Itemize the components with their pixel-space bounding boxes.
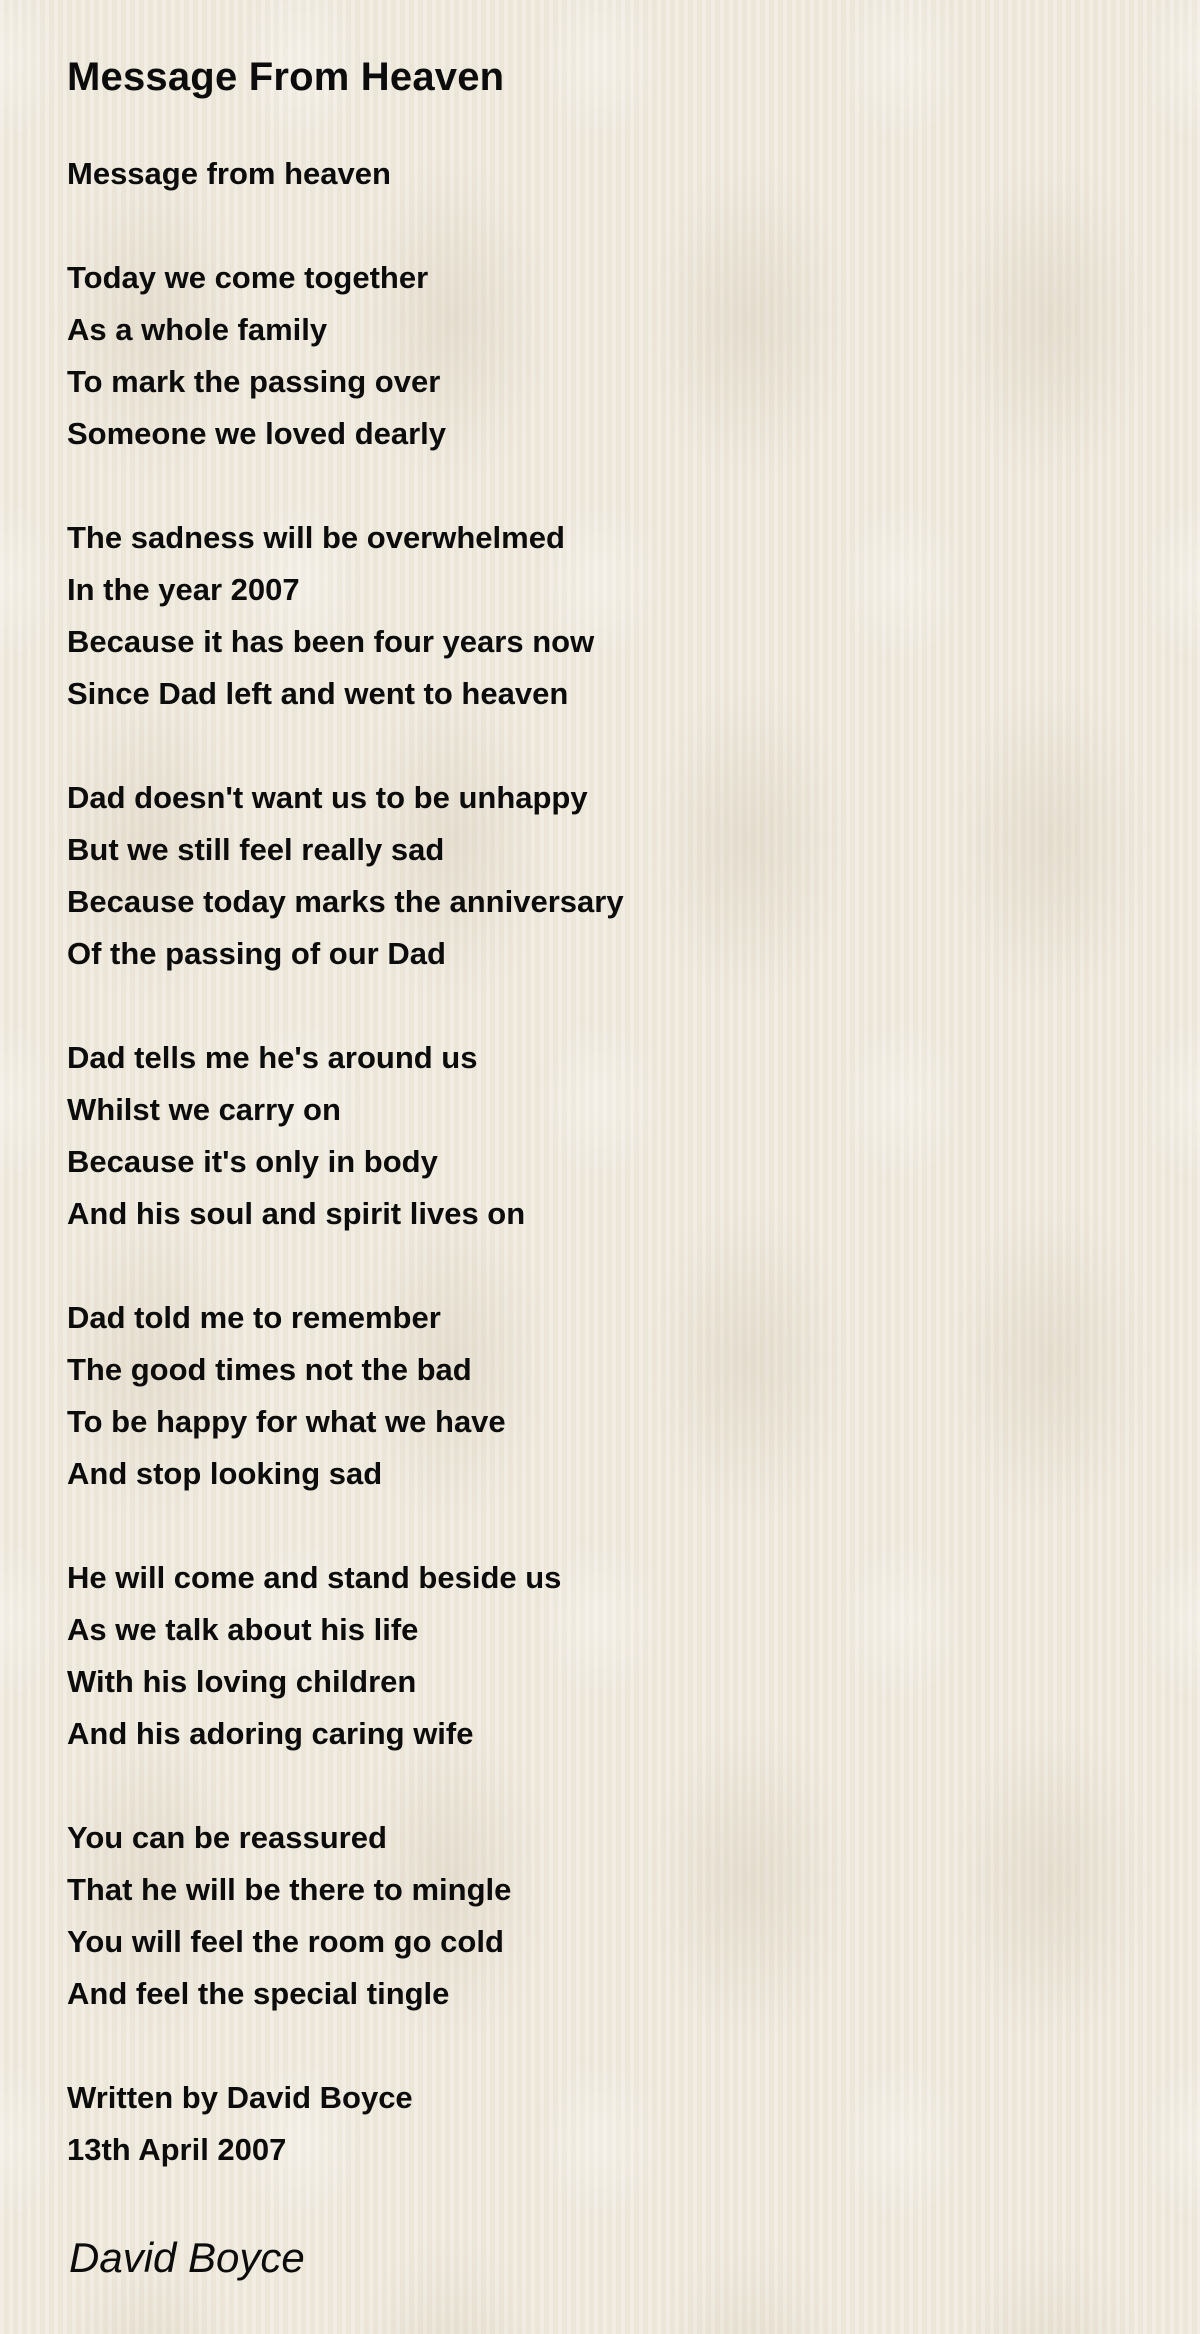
poem-line: Someone we loved dearly — [67, 416, 447, 451]
stanza — [67, 1292, 1147, 1500]
poem-body — [67, 148, 1147, 2176]
poem-line: To mark the passing over — [67, 364, 441, 399]
poem-line: In the year 2007 — [67, 572, 300, 607]
poem-line: The good times not the bad — [67, 1352, 472, 1387]
poem-line: Because it has been four years now — [67, 624, 595, 659]
poem-line: Dad tells me he's around us — [67, 1040, 478, 1075]
stanza — [67, 2072, 1147, 2176]
poem-line: And his adoring caring wife — [67, 1716, 474, 1751]
stanza — [67, 1552, 1147, 1760]
stanza — [67, 772, 1147, 980]
poem-line: Dad doesn't want us to be unhappy — [67, 780, 588, 815]
stanza-gap — [67, 720, 1147, 772]
poem-subtitle: Message from heaven — [67, 156, 391, 191]
poem-title: Message From Heaven — [67, 55, 505, 99]
poem-line: Dad told me to remember — [67, 1300, 441, 1335]
poem-line: He will come and stand beside us — [67, 1560, 562, 1595]
written-by-line: Written by David Boyce — [67, 2080, 413, 2115]
stanza — [67, 1812, 1147, 2020]
poem-line: And feel the special tingle — [67, 1976, 450, 2011]
poem-line: You can be reassured — [67, 1820, 387, 1855]
poem-line: Since Dad left and went to heaven — [67, 676, 569, 711]
stanza-gap — [67, 460, 1147, 512]
poem-line: With his loving children — [67, 1664, 417, 1699]
stanza — [67, 1032, 1147, 1240]
stanza — [67, 512, 1147, 720]
poem-line: Of the passing of our Dad — [67, 936, 446, 971]
poem-line: To be happy for what we have — [67, 1404, 506, 1439]
poem-line: And stop looking sad — [67, 1456, 383, 1491]
poem-line: And his soul and spirit lives on — [67, 1196, 526, 1231]
poem-line: Whilst we carry on — [67, 1092, 341, 1127]
poem-line: Because it's only in body — [67, 1144, 438, 1179]
stanza-gap — [67, 1240, 1147, 1292]
poem-line: But we still feel really sad — [67, 832, 445, 867]
poem-line: That he will be there to mingle — [67, 1872, 512, 1907]
stanza-gap — [67, 200, 1147, 252]
poem-line: As we talk about his life — [67, 1612, 419, 1647]
poem-line: The sadness will be overwhelmed — [67, 520, 565, 555]
stanza — [67, 252, 1147, 460]
stanza-gap — [67, 980, 1147, 1032]
poem-line: Today we come together — [67, 260, 429, 295]
stanza-gap — [67, 1760, 1147, 1812]
stanza-gap — [67, 1500, 1147, 1552]
author-name: David Boyce — [69, 2234, 305, 2281]
poem-line: You will feel the room go cold — [67, 1924, 504, 1959]
stanza-gap — [67, 2020, 1147, 2072]
poem-line: As a whole family — [67, 312, 328, 347]
date-line: 13th April 2007 — [67, 2132, 287, 2167]
poem-line: Because today marks the anniversary — [67, 884, 624, 919]
